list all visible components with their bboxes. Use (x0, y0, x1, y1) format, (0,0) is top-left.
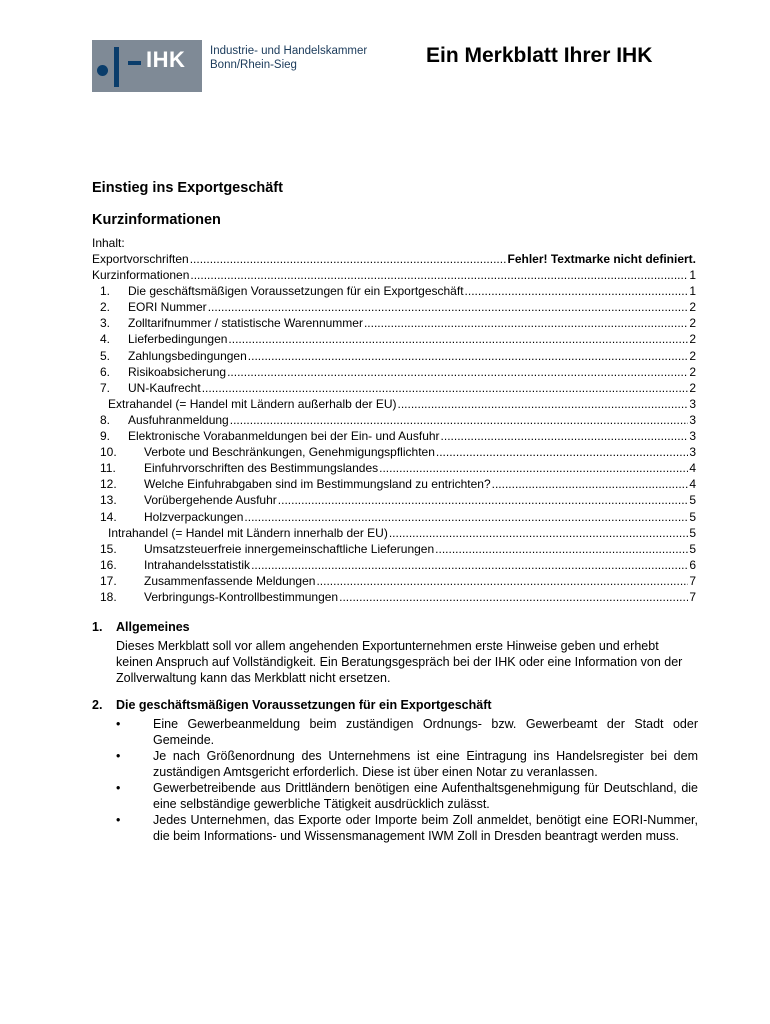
section-paragraph: Dieses Merkblatt soll vor allem angehenden Exportunternehmen erste Hinweise geben und erhebt keinen Anspruch auf Vollständigkeit. Ein Beratungsgespräch bei der IHK oder eine Information von der Zollverwaltung kann das Merkblatt nicht ersetzen. (116, 639, 683, 685)
toc-entry-label: Lieferbedingungen (128, 332, 228, 347)
organization-name (210, 44, 367, 72)
toc-entry-page: Fehler! Textmarke nicht definiert. (507, 252, 696, 266)
toc-entry-number: 2. (100, 300, 111, 315)
toc-leader-dots (435, 541, 688, 554)
section-title: Allgemeines (116, 620, 190, 634)
toc-entry-page: 5 (689, 493, 696, 508)
toc-entry[interactable] (92, 396, 696, 412)
toc-entry[interactable] (92, 589, 696, 605)
list-item-text: Eine Gewerbeanmeldung beim zuständigen Ordnungs- bzw. Gewerbeamt der Stadt oder Gemeinde. (153, 717, 698, 747)
toc-entry-label: Verbringungs-Kontrollbestimmungen (144, 589, 339, 604)
toc-entry-label: Zahlungsbedingungen (128, 348, 247, 363)
toc-entry-page: 3 (689, 412, 696, 427)
toc-leader-dots (492, 476, 689, 489)
toc-leader-dots (278, 492, 689, 505)
toc-entry-label: Vorübergehende Ausfuhr (144, 493, 277, 508)
toc-heading: Inhalt: (92, 236, 125, 250)
toc-entry-page: 6 (689, 557, 696, 572)
toc-leader-dots (248, 348, 689, 361)
toc-entry-number: 4. (100, 332, 111, 347)
list-item (92, 716, 698, 748)
toc-leader-dots (441, 428, 689, 441)
list-item-text: Jedes Unternehmen, das Exporte oder Importe beim Zoll anmeldet, benötigt eine EORI-Nummer, die beim Informations- und Wissensmanagement IWM Zoll in Dresden beantragt werden muss. (153, 813, 698, 843)
document-title: Einstieg ins Exportgeschäft (92, 180, 283, 196)
toc-entry-label: Zolltarifnummer / statistische Warennummer (128, 316, 363, 331)
toc-entry-label: UN-Kaufrecht (128, 380, 201, 395)
toc-entry-number: 17. (100, 573, 117, 588)
toc-entry-page: 5 (689, 525, 696, 540)
toc-leader-dots (230, 412, 689, 425)
toc-entry[interactable] (92, 541, 696, 557)
list-item-text: Gewerbetreibende aus Drittländern benötigen eine Aufenthaltsgenehmigung für Deutschland, die eine selbständige gewerbliche Tätigkeit ausdrücklich zulässt. (153, 781, 698, 811)
toc-entry-number: 15. (100, 541, 117, 556)
toc-entry-page: 3 (689, 396, 696, 411)
toc-entry-label: Elektronische Vorabanmeldungen bei der Ein- und Ausfuhr (128, 429, 440, 444)
toc-entry-label: Zusammenfassende Meldungen (144, 573, 316, 588)
toc-leader-dots (190, 251, 507, 264)
toc-entry-label: Intrahandelsstatistik (144, 557, 251, 572)
toc-entry-page: 5 (689, 509, 696, 524)
toc-entry-label: Kurzinformationen (92, 268, 190, 283)
section-heading (92, 620, 698, 634)
bullet-icon: • (116, 813, 121, 827)
toc-entry-label: Einfuhrvorschriften des Bestimmungslandes (144, 461, 379, 476)
toc-entry-page: 1 (689, 284, 696, 299)
toc-entry-number: 1. (100, 284, 111, 299)
toc-entry[interactable] (92, 412, 696, 428)
toc-entry[interactable] (92, 476, 696, 492)
section-1 (92, 620, 698, 686)
toc-leader-dots (227, 364, 688, 377)
toc-entry[interactable] (92, 299, 696, 315)
org-line-1: Industrie- und Handelskammer (210, 45, 368, 57)
toc-entry-number: 18. (100, 589, 117, 604)
toc-leader-dots (244, 509, 688, 522)
toc-entry[interactable] (92, 251, 696, 267)
toc-entry-number: 3. (100, 316, 111, 331)
toc-leader-dots (202, 380, 689, 393)
toc-leader-dots (398, 396, 689, 409)
toc-entry-number: 12. (100, 477, 117, 492)
list-item (92, 748, 698, 780)
toc-leader-dots (379, 460, 688, 473)
toc-entry[interactable] (92, 525, 696, 541)
org-line-2: Bonn/Rhein-Sieg (210, 59, 297, 71)
toc-entry-page: 1 (689, 268, 696, 283)
toc-entry-number: 13. (100, 493, 117, 508)
toc-entry-page: 3 (689, 445, 696, 460)
logo-dash (128, 61, 141, 65)
toc-entry[interactable] (92, 283, 696, 299)
section-heading (92, 698, 698, 712)
toc-leader-dots (436, 444, 688, 457)
toc-entry[interactable] (92, 460, 696, 476)
toc-entry[interactable] (92, 331, 696, 347)
toc-entry[interactable] (92, 315, 696, 331)
ihk-logo (92, 40, 202, 92)
toc-entry[interactable] (92, 364, 696, 380)
bullet-icon: • (116, 781, 121, 795)
toc-entry-label: Ausfuhranmeldung (128, 412, 229, 427)
toc-entry-number: 5. (100, 348, 111, 363)
toc-entry-label: Verbote und Beschränkungen, Genehmigungspflichten (144, 445, 435, 460)
toc-entry-label: Welche Einfuhrabgaben sind im Bestimmungsland zu entrichten? (144, 477, 491, 492)
toc-leader-dots (465, 283, 689, 296)
toc-leader-dots (190, 267, 688, 280)
toc-entry-label: Risikoabsicherung (128, 364, 227, 379)
toc-entry-page: 2 (689, 348, 696, 363)
toc-entry-label: EORI Nummer (128, 300, 207, 315)
toc-entry-page: 2 (689, 364, 696, 379)
logo-bar (114, 47, 119, 87)
toc-entry-page: 2 (689, 316, 696, 331)
toc-entry-label: Umsatzsteuerfreie innergemeinschaftliche Lieferungen (144, 541, 435, 556)
toc-entry-page: 5 (689, 541, 696, 556)
toc-entry-page: 4 (689, 477, 696, 492)
list-item (92, 812, 698, 844)
section-number: 2. (92, 698, 103, 712)
toc-entry[interactable] (92, 428, 696, 444)
toc-entry-number: 8. (100, 412, 111, 427)
toc-leader-dots (339, 589, 688, 602)
toc-entry[interactable] (92, 509, 696, 525)
toc-entry[interactable] (92, 444, 696, 460)
toc-entry-label: Exportvorschriften (92, 252, 189, 266)
toc-entry[interactable] (92, 380, 696, 396)
toc-entry[interactable] (92, 492, 696, 508)
bullet-icon: • (116, 749, 121, 763)
toc-entry-number: 9. (100, 429, 111, 444)
toc-entry-label: Die geschäftsmäßigen Voraussetzungen für ein Exportgeschäft (128, 284, 464, 299)
logo-dot (97, 65, 108, 76)
section-2 (92, 698, 698, 844)
bullet-list (92, 716, 698, 844)
section-number: 1. (92, 620, 103, 634)
toc-entry-page: 3 (689, 429, 696, 444)
header-title: Ein Merkblatt Ihrer IHK (426, 44, 653, 67)
toc-entry-number: 10. (100, 445, 117, 460)
table-of-contents (92, 251, 696, 605)
toc-leader-dots (389, 525, 688, 538)
toc-leader-dots (228, 331, 688, 344)
toc-entry[interactable] (92, 573, 696, 589)
list-item (92, 780, 698, 812)
toc-entry-label: Holzverpackungen (144, 509, 244, 524)
document-subtitle: Kurzinformationen (92, 212, 221, 228)
toc-entry-number: 6. (100, 364, 111, 379)
toc-leader-dots (316, 573, 688, 586)
toc-entry-page: 2 (689, 300, 696, 315)
toc-entry-number: 11. (100, 461, 116, 476)
toc-entry-page: 2 (689, 380, 696, 395)
toc-leader-dots (208, 299, 689, 312)
logo-mark: IHK (146, 47, 186, 72)
toc-entry[interactable] (92, 557, 696, 573)
toc-entry-label: Intrahandel (= Handel mit Ländern innerhalb der EU) (108, 525, 388, 540)
toc-entry-page: 7 (689, 589, 696, 604)
toc-entry-page: 2 (689, 332, 696, 347)
section-title: Die geschäftsmäßigen Voraussetzungen für ein Exportgeschäft (116, 698, 492, 712)
toc-entry-number: 7. (100, 380, 111, 395)
toc-entry-page: 7 (689, 573, 696, 588)
list-item-text: Je nach Größenordnung des Unternehmens ist eine Eintragung ins Handelsregister bei dem zuständigen Amtsgericht erforderlich. Diese ist über einen Notar zu veranlassen. (153, 749, 698, 779)
toc-entry-label: Extrahandel (= Handel mit Ländern außerhalb der EU) (108, 396, 397, 411)
toc-entry-number: 14. (100, 509, 117, 524)
toc-leader-dots (251, 557, 688, 570)
toc-entry-page: 4 (689, 461, 696, 476)
toc-entry[interactable] (92, 267, 696, 283)
bullet-icon: • (116, 717, 121, 731)
toc-entry-number: 16. (100, 557, 117, 572)
toc-entry[interactable] (92, 348, 696, 364)
toc-leader-dots (364, 315, 688, 328)
